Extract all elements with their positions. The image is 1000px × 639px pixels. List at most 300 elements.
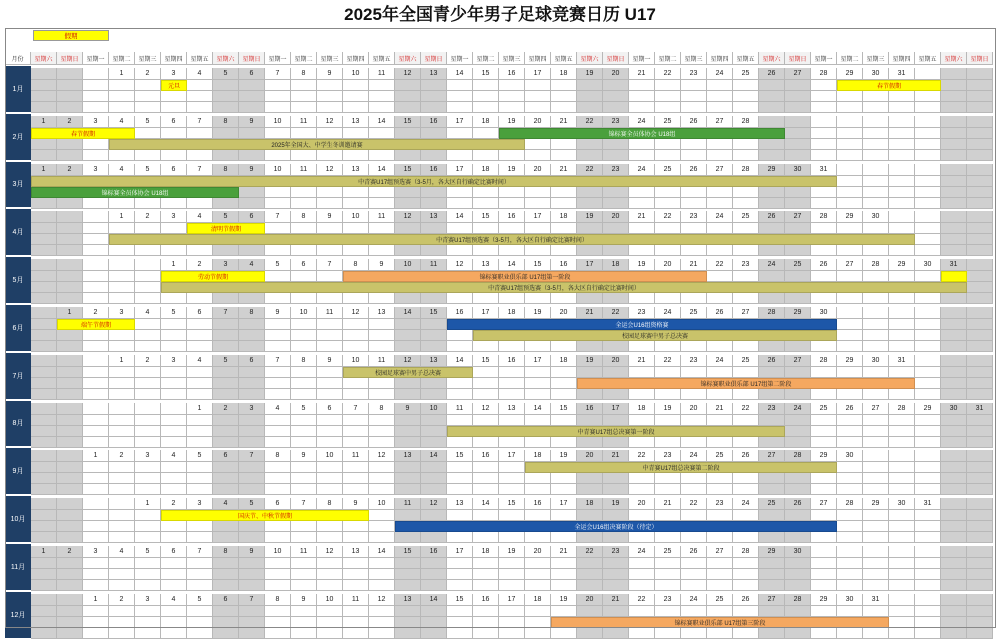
day-cell: 24 — [707, 211, 733, 223]
day-cell: 29 — [837, 355, 863, 367]
event-slot — [369, 532, 395, 543]
event-slot — [837, 102, 863, 113]
day-cell: 22 — [655, 211, 681, 223]
event-slot — [317, 473, 343, 484]
event-slot — [187, 367, 213, 378]
event-slot — [915, 462, 941, 473]
event-slot — [213, 102, 239, 113]
event-slot — [915, 473, 941, 484]
event-slot — [421, 80, 447, 91]
day-cell: 8 — [239, 307, 265, 319]
event-slot — [291, 473, 317, 484]
event-slot — [57, 282, 83, 293]
event-slot — [967, 293, 993, 304]
event-slot — [941, 187, 967, 198]
event-slot — [889, 367, 915, 378]
day-cell — [915, 211, 941, 223]
event-slot — [551, 415, 577, 426]
event-slot — [915, 426, 941, 437]
event-bar: 元旦 — [161, 80, 187, 91]
day-cell: 14 — [447, 211, 473, 223]
event-slot — [499, 462, 525, 473]
event-slot — [889, 437, 915, 448]
event-slot — [629, 293, 655, 304]
event-bar: 春节假期 — [31, 128, 135, 139]
event-slot — [967, 234, 993, 245]
event-slot — [681, 341, 707, 352]
day-cell: 23 — [707, 498, 733, 510]
day-cell: 14 — [421, 594, 447, 606]
day-cell — [811, 546, 837, 558]
event-slot — [57, 426, 83, 437]
event-slot — [317, 415, 343, 426]
event-slot — [837, 245, 863, 256]
event-slot — [395, 484, 421, 495]
day-cell: 24 — [629, 164, 655, 176]
event-slot — [187, 473, 213, 484]
event-slot — [291, 293, 317, 304]
day-cell: 19 — [655, 403, 681, 415]
weekday-header: 星期五 — [187, 52, 213, 65]
event-slot — [291, 569, 317, 580]
event-slot — [941, 176, 967, 187]
event-slot — [551, 473, 577, 484]
event-slot — [863, 128, 889, 139]
event-slot — [421, 558, 447, 569]
day-cell: 24 — [707, 68, 733, 80]
event-slot — [343, 187, 369, 198]
day-cell: 15 — [395, 546, 421, 558]
event-slot — [473, 484, 499, 495]
event-slot — [421, 437, 447, 448]
event-slot — [109, 378, 135, 389]
event-slot — [395, 389, 421, 400]
event-slot — [213, 580, 239, 591]
day-cell: 17 — [499, 450, 525, 462]
day-cell: 28 — [785, 450, 811, 462]
event-slot — [811, 293, 837, 304]
weekday-header: 星期五 — [551, 52, 577, 65]
day-cell: 18 — [473, 116, 499, 128]
event-slot — [57, 415, 83, 426]
event-slot — [187, 569, 213, 580]
event-slot — [759, 510, 785, 521]
event-slot — [57, 271, 83, 282]
event-slot — [603, 198, 629, 209]
event-slot — [83, 473, 109, 484]
event-slot — [603, 150, 629, 161]
event-slot — [655, 80, 681, 91]
event-slot — [967, 319, 993, 330]
event-slot — [551, 139, 577, 150]
event-slot — [577, 187, 603, 198]
weekday-header: 星期日 — [967, 52, 993, 65]
day-cell: 10 — [317, 594, 343, 606]
day-cell: 30 — [785, 164, 811, 176]
day-cell: 4 — [187, 355, 213, 367]
event-slot — [785, 150, 811, 161]
day-cell: 7 — [291, 498, 317, 510]
day-cell: 14 — [369, 164, 395, 176]
event-slot — [109, 198, 135, 209]
event-slot — [863, 569, 889, 580]
event-slot — [967, 462, 993, 473]
event-slot — [239, 367, 265, 378]
day-cell: 16 — [551, 259, 577, 271]
event-slot — [57, 510, 83, 521]
event-slot — [473, 473, 499, 484]
event-slot — [265, 628, 291, 639]
weekday-header: 星期一 — [265, 52, 291, 65]
event-slot — [265, 341, 291, 352]
event-slot — [655, 569, 681, 580]
day-cell: 6 — [291, 259, 317, 271]
day-cell: 13 — [447, 498, 473, 510]
event-slot — [915, 319, 941, 330]
day-cell — [967, 116, 993, 128]
day-cell: 11 — [395, 498, 421, 510]
event-slot — [369, 628, 395, 639]
event-slot — [785, 367, 811, 378]
event-slot — [83, 462, 109, 473]
day-cell: 20 — [603, 355, 629, 367]
day-cell: 22 — [603, 307, 629, 319]
event-slot — [629, 484, 655, 495]
event-slot — [343, 580, 369, 591]
weekday-header: 星期六 — [31, 52, 57, 65]
event-slot — [785, 532, 811, 543]
event-slot — [577, 367, 603, 378]
event-slot — [83, 628, 109, 639]
event-slot — [733, 150, 759, 161]
event-slot — [83, 198, 109, 209]
event-slot — [863, 91, 889, 102]
event-slot — [57, 532, 83, 543]
event-slot — [941, 569, 967, 580]
event-slot — [499, 341, 525, 352]
event-slot — [863, 176, 889, 187]
month-label: 5月 — [5, 257, 31, 304]
day-cell: 22 — [733, 403, 759, 415]
day-cell: 8 — [317, 498, 343, 510]
event-slot — [83, 91, 109, 102]
weekday-header: 星期三 — [681, 52, 707, 65]
event-slot — [707, 437, 733, 448]
event-slot — [291, 330, 317, 341]
event-slot — [83, 282, 109, 293]
event-slot — [967, 569, 993, 580]
event-slot — [317, 617, 343, 628]
event-slot — [161, 437, 187, 448]
day-cell: 19 — [577, 355, 603, 367]
event-slot — [31, 91, 57, 102]
event-slot — [57, 617, 83, 628]
day-cell — [889, 211, 915, 223]
event-slot — [187, 580, 213, 591]
event-slot — [629, 367, 655, 378]
day-cell — [83, 355, 109, 367]
event-slot — [863, 330, 889, 341]
event-slot — [733, 437, 759, 448]
event-slot — [57, 558, 83, 569]
day-cell: 13 — [343, 164, 369, 176]
event-slot — [109, 389, 135, 400]
event-slot — [707, 150, 733, 161]
event-slot — [369, 580, 395, 591]
day-cell: 20 — [655, 259, 681, 271]
event-slot — [967, 521, 993, 532]
weekday-header: 星期四 — [343, 52, 369, 65]
day-cell: 8 — [369, 403, 395, 415]
event-slot — [343, 415, 369, 426]
event-slot — [525, 198, 551, 209]
day-cell: 18 — [551, 68, 577, 80]
event-slot — [889, 330, 915, 341]
day-cell: 7 — [343, 403, 369, 415]
event-slot — [473, 102, 499, 113]
event-slot — [733, 80, 759, 91]
event-slot — [577, 510, 603, 521]
event-slot — [811, 606, 837, 617]
event-slot — [915, 558, 941, 569]
day-cell — [889, 164, 915, 176]
day-cell: 6 — [161, 164, 187, 176]
event-slot — [187, 319, 213, 330]
event-slot — [343, 150, 369, 161]
event-bar: 春节假期 — [837, 80, 941, 91]
month-label: 11月 — [5, 544, 31, 591]
event-slot — [525, 558, 551, 569]
day-cell — [915, 116, 941, 128]
event-slot — [473, 91, 499, 102]
event-slot — [785, 628, 811, 639]
event-slot — [213, 80, 239, 91]
day-cell: 26 — [681, 546, 707, 558]
event-slot — [421, 91, 447, 102]
event-slot — [161, 102, 187, 113]
event-slot — [239, 606, 265, 617]
event-slot — [161, 473, 187, 484]
event-slot — [759, 271, 785, 282]
event-slot — [343, 223, 369, 234]
event-slot — [447, 80, 473, 91]
event-slot — [31, 580, 57, 591]
day-cell: 23 — [655, 594, 681, 606]
day-cell: 1 — [109, 355, 135, 367]
event-slot — [941, 389, 967, 400]
event-slot — [915, 484, 941, 495]
day-cell: 14 — [525, 403, 551, 415]
event-slot — [109, 580, 135, 591]
event-slot — [213, 198, 239, 209]
event-slot — [941, 510, 967, 521]
day-cell: 18 — [525, 450, 551, 462]
event-bar: 端午节假期 — [57, 319, 135, 330]
event-slot — [395, 473, 421, 484]
day-cell — [889, 450, 915, 462]
event-slot — [239, 532, 265, 543]
day-cell: 23 — [629, 307, 655, 319]
event-slot — [603, 389, 629, 400]
event-slot — [109, 510, 135, 521]
event-slot — [967, 223, 993, 234]
event-slot — [603, 139, 629, 150]
event-bar: 锦标赛职业俱乐部 U17组第三阶段 — [551, 617, 889, 628]
event-slot — [291, 80, 317, 91]
event-slot — [837, 319, 863, 330]
event-slot — [811, 102, 837, 113]
event-slot — [629, 569, 655, 580]
event-slot — [395, 617, 421, 628]
day-cell: 18 — [603, 259, 629, 271]
event-slot — [213, 389, 239, 400]
event-slot — [83, 426, 109, 437]
day-cell — [967, 594, 993, 606]
day-cell: 28 — [863, 259, 889, 271]
day-cell: 22 — [577, 164, 603, 176]
day-cell: 22 — [655, 355, 681, 367]
event-slot — [707, 341, 733, 352]
event-slot — [395, 198, 421, 209]
event-slot — [265, 532, 291, 543]
day-cell — [57, 498, 83, 510]
event-slot — [733, 91, 759, 102]
event-slot — [135, 319, 161, 330]
day-cell: 14 — [395, 307, 421, 319]
day-cell: 30 — [837, 594, 863, 606]
event-slot — [733, 198, 759, 209]
event-slot — [447, 102, 473, 113]
day-cell: 4 — [213, 498, 239, 510]
day-cell — [889, 116, 915, 128]
event-slot — [681, 367, 707, 378]
event-bar: 2025年全国大、中学生冬训邀请赛 — [109, 139, 525, 150]
weekday-header: 星期日 — [421, 52, 447, 65]
event-slot — [889, 558, 915, 569]
event-slot — [395, 102, 421, 113]
event-slot — [577, 389, 603, 400]
event-slot — [967, 102, 993, 113]
day-cell: 3 — [83, 116, 109, 128]
day-cell — [889, 594, 915, 606]
event-slot — [187, 102, 213, 113]
event-slot — [395, 462, 421, 473]
event-slot — [759, 139, 785, 150]
event-slot — [759, 473, 785, 484]
weekday-header: 星期二 — [837, 52, 863, 65]
event-slot — [837, 389, 863, 400]
event-slot — [31, 426, 57, 437]
event-slot — [239, 187, 265, 198]
day-cell: 12 — [317, 116, 343, 128]
day-cell — [31, 259, 57, 271]
day-cell: 5 — [161, 307, 187, 319]
event-slot — [681, 150, 707, 161]
event-slot — [135, 580, 161, 591]
event-slot — [135, 91, 161, 102]
event-slot — [577, 558, 603, 569]
event-slot — [577, 150, 603, 161]
event-slot — [395, 80, 421, 91]
event-slot — [135, 293, 161, 304]
event-slot — [629, 80, 655, 91]
event-slot — [447, 389, 473, 400]
day-cell: 11 — [369, 355, 395, 367]
event-slot — [187, 628, 213, 639]
event-slot — [603, 293, 629, 304]
event-slot — [837, 198, 863, 209]
weekday-header: 星期四 — [889, 52, 915, 65]
day-cell — [967, 450, 993, 462]
event-slot — [941, 521, 967, 532]
event-slot — [239, 580, 265, 591]
event-slot — [421, 532, 447, 543]
day-cell: 9 — [239, 546, 265, 558]
event-slot — [265, 245, 291, 256]
event-slot — [31, 628, 57, 639]
event-slot — [837, 521, 863, 532]
month-column-header: 月份 — [5, 52, 31, 65]
day-cell: 18 — [629, 403, 655, 415]
event-slot — [83, 580, 109, 591]
day-cell: 18 — [551, 355, 577, 367]
day-cell: 17 — [447, 546, 473, 558]
day-cell: 30 — [889, 498, 915, 510]
event-slot — [343, 378, 369, 389]
event-slot — [239, 437, 265, 448]
day-cell: 29 — [811, 450, 837, 462]
event-slot — [941, 532, 967, 543]
day-cell: 26 — [681, 164, 707, 176]
event-slot — [707, 367, 733, 378]
event-slot — [577, 532, 603, 543]
day-cell: 11 — [291, 116, 317, 128]
event-slot — [499, 415, 525, 426]
event-slot — [31, 521, 57, 532]
day-cell — [941, 116, 967, 128]
day-cell — [941, 450, 967, 462]
event-slot — [915, 341, 941, 352]
day-cell: 20 — [603, 211, 629, 223]
event-slot — [811, 128, 837, 139]
event-slot — [889, 271, 915, 282]
event-slot — [863, 510, 889, 521]
event-slot — [551, 606, 577, 617]
event-slot — [31, 271, 57, 282]
day-cell: 17 — [473, 307, 499, 319]
day-cell: 18 — [525, 594, 551, 606]
event-slot — [941, 378, 967, 389]
event-slot — [57, 437, 83, 448]
event-slot — [863, 426, 889, 437]
event-slot — [837, 426, 863, 437]
event-slot — [239, 569, 265, 580]
event-slot — [421, 341, 447, 352]
event-slot — [967, 91, 993, 102]
day-cell: 10 — [343, 211, 369, 223]
event-slot — [811, 484, 837, 495]
day-cell: 26 — [811, 259, 837, 271]
day-cell — [109, 259, 135, 271]
day-cell — [941, 594, 967, 606]
day-cell: 30 — [863, 211, 889, 223]
event-slot — [421, 245, 447, 256]
event-slot — [447, 437, 473, 448]
day-cell: 1 — [83, 594, 109, 606]
event-slot — [317, 462, 343, 473]
event-slot — [343, 128, 369, 139]
event-slot — [967, 606, 993, 617]
